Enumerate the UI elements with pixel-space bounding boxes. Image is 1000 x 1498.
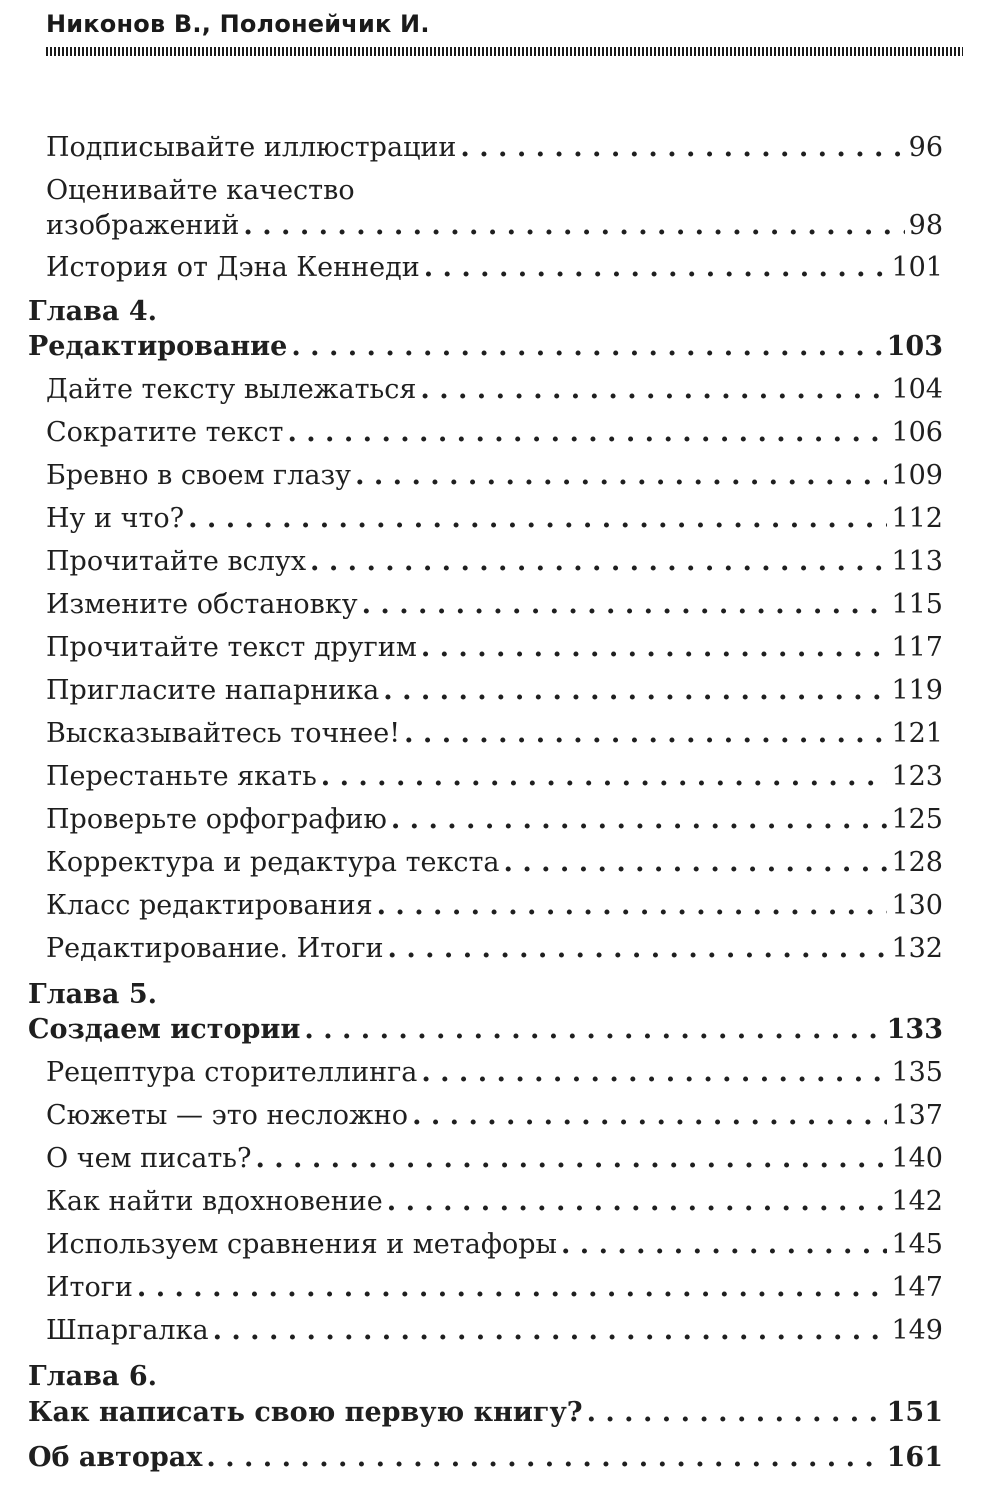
toc-page-number: 109 <box>891 460 943 491</box>
toc-entry-title: Дайте тексту вылежаться <box>46 374 417 405</box>
toc-entry-title: Сократите текст <box>46 417 284 448</box>
toc-entry-title: Корректура и редактура текста <box>46 847 500 878</box>
leader-dots <box>304 1014 882 1045</box>
running-header-authors: Никонов В., Полонейчик И. <box>46 10 430 38</box>
leader-dots <box>383 675 887 706</box>
toc-page-number: 142 <box>891 1186 943 1217</box>
toc-entry-title: Подписывайте иллюстрации <box>46 132 457 163</box>
toc-entry-title: Шпаргалка <box>46 1315 209 1346</box>
leader-dots <box>504 847 888 878</box>
toc-page-number: 101 <box>891 252 943 283</box>
toc-entry-title: Сюжеты — это несложно <box>46 1100 409 1131</box>
toc-page-number: 117 <box>891 632 943 663</box>
toc-page-number: 145 <box>891 1229 943 1260</box>
leader-dots <box>362 589 888 620</box>
leader-dots <box>287 417 887 448</box>
leader-dots <box>206 1442 882 1473</box>
toc-page-number: 151 <box>886 1397 943 1428</box>
leader-dots <box>355 460 887 491</box>
toc-entry-title: Прочитайте текст другим <box>46 632 417 663</box>
toc-entry-title: Рецептура сторителлинга <box>46 1057 418 1088</box>
toc-page-number: 115 <box>891 589 943 620</box>
toc-entry-title: Измените обстановку <box>46 589 358 620</box>
leader-dots <box>291 331 882 362</box>
toc-page-number: 149 <box>891 1315 943 1346</box>
leader-dots <box>321 761 888 792</box>
header-rule <box>46 47 963 56</box>
toc-entry-title: Бревно в своем глазу <box>46 460 352 491</box>
chapter-number: Глава 5. <box>28 979 158 1010</box>
leader-dots <box>412 1100 887 1131</box>
chapter-title: Создаем истории <box>28 1014 301 1045</box>
toc-page-number: 132 <box>891 933 943 964</box>
toc-entry-title: О чем писать? <box>46 1143 252 1174</box>
leader-dots <box>310 546 887 577</box>
toc-page-number: 161 <box>886 1442 943 1473</box>
toc-entry-title: Редактирование. Итоги <box>46 933 384 964</box>
leader-dots <box>561 1229 887 1260</box>
toc-entry-title: Проверьте орфографию <box>46 804 387 835</box>
leader-dots <box>243 210 904 241</box>
leader-dots <box>137 1272 888 1303</box>
toc-page-number: 135 <box>891 1057 943 1088</box>
chapter-title: Об авторах <box>28 1442 203 1473</box>
toc-page-number: 137 <box>891 1100 943 1131</box>
toc-page-number: 147 <box>891 1272 943 1303</box>
toc-entry-title: Ну и что? <box>46 503 185 534</box>
toc-page-number: 128 <box>891 847 943 878</box>
leader-dots <box>420 374 887 405</box>
leader-dots <box>587 1397 883 1428</box>
toc-page-number: 125 <box>891 804 943 835</box>
leader-dots <box>460 132 904 163</box>
toc-entry-title: Прочитайте вслух <box>46 546 307 577</box>
toc-page-number: 96 <box>908 132 943 163</box>
chapter-title: Редактирование <box>28 331 288 362</box>
leader-dots <box>391 804 888 835</box>
toc-page-number: 119 <box>891 675 943 706</box>
toc-page-number: 103 <box>886 331 943 362</box>
toc-page-number: 121 <box>891 718 943 749</box>
toc-page-number: 104 <box>891 374 943 405</box>
toc-entry-title: Высказывайтесь точнее! <box>46 718 401 749</box>
toc-entry-title: Как найти вдохновение <box>46 1186 383 1217</box>
toc-entry-title: История от Дэна Кеннеди <box>46 252 420 283</box>
toc-entry-title: изображений <box>46 210 240 241</box>
toc-entry-title: Итоги <box>46 1272 133 1303</box>
toc-page-number: 133 <box>886 1014 943 1045</box>
leader-dots <box>424 252 888 283</box>
leader-dots <box>377 890 888 921</box>
toc-entry-title: Пригласите напарника <box>46 675 380 706</box>
leader-dots <box>404 718 887 749</box>
toc-entry-title-line1: Оценивайте качество <box>46 175 355 206</box>
toc-entry-title: Класс редактирования <box>46 890 373 921</box>
leader-dots <box>387 1186 888 1217</box>
leader-dots <box>388 933 888 964</box>
chapter-title: Как написать свою первую книгу? <box>28 1397 583 1428</box>
toc-page-number: 98 <box>908 210 943 241</box>
chapter-number: Глава 6. <box>28 1361 158 1392</box>
toc-page-number: 123 <box>891 761 943 792</box>
toc-entry-title: Используем сравнения и метафоры <box>46 1229 557 1260</box>
toc-entry-title: Перестаньте якать <box>46 761 317 792</box>
toc-page-number: 112 <box>891 503 943 534</box>
toc-page-number: 106 <box>891 417 943 448</box>
toc-page-number: 130 <box>891 890 943 921</box>
chapter-number: Глава 4. <box>28 296 158 327</box>
toc-page-number: 113 <box>891 546 943 577</box>
toc-page-number: 140 <box>891 1143 943 1174</box>
leader-dots <box>421 1057 887 1088</box>
leader-dots <box>421 632 888 663</box>
leader-dots <box>255 1143 887 1174</box>
leader-dots <box>213 1315 888 1346</box>
leader-dots <box>188 503 887 534</box>
